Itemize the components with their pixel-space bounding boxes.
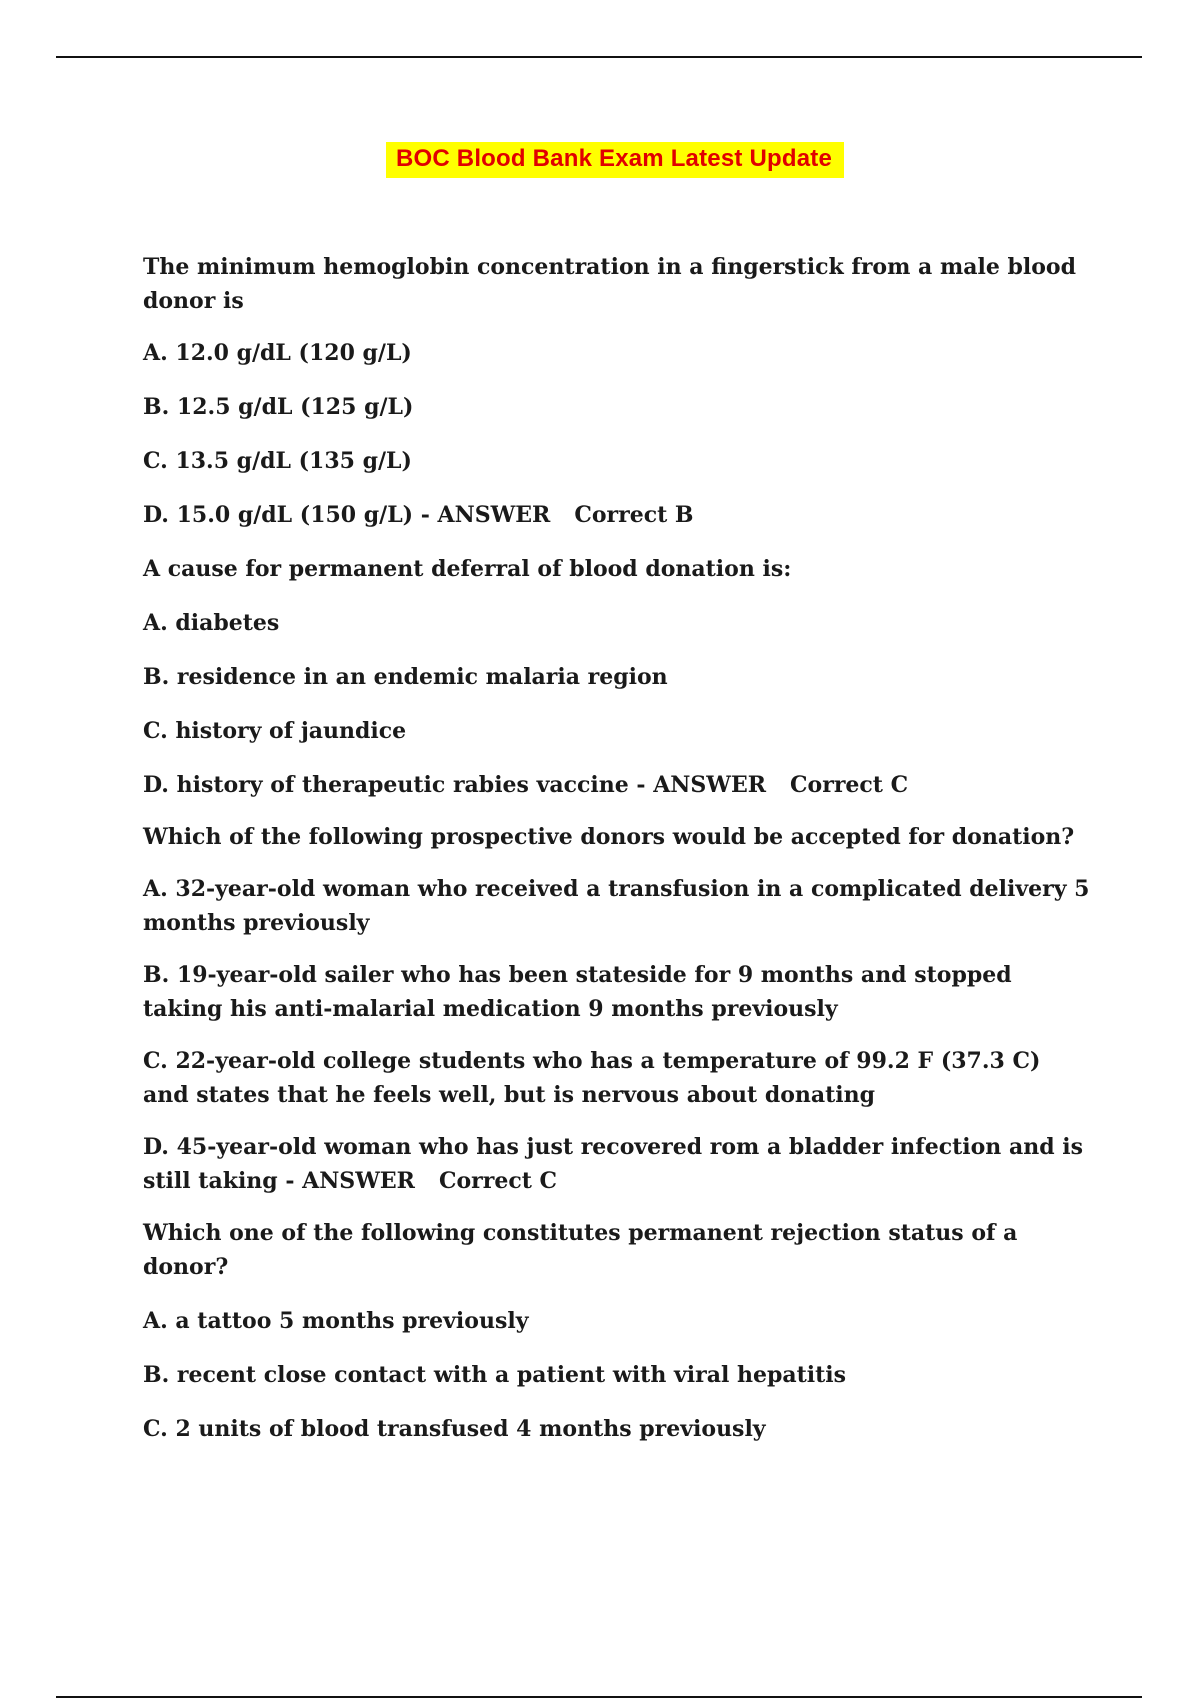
answer-option: B. recent close contact with a patient with viral hepatitis <box>143 1362 847 1388</box>
question-block <box>143 250 1093 532</box>
answer-option: B. 19-year-old sailer who has been stateside for 9 months and stopped taking his anti-malarial medication 9 months previously <box>143 962 1012 1022</box>
question-prompt: The minimum hemoglobin concentration in a fingerstick from a male blood donor is <box>143 254 1076 314</box>
correct-answer: Correct C <box>438 1168 558 1194</box>
question-list <box>143 250 1093 1446</box>
answer-option: A. diabetes <box>143 610 280 636</box>
answer-option: C. 22-year-old college students who has a temperature of 99.2 F (37.3 C) and states that he feels well, but is nervous about donating <box>143 1048 1041 1108</box>
answer-option-with-key <box>143 1130 1093 1198</box>
answer-option: C. 13.5 g/dL (135 g/L) <box>143 448 412 474</box>
answer-option: D. history of therapeutic rabies vaccine - ANSWER <box>143 772 767 798</box>
question-prompt: A cause for permanent deferral of blood donation is: <box>143 556 792 582</box>
correct-answer: Correct B <box>574 502 694 528</box>
question-block <box>143 552 1093 802</box>
top-rule <box>56 56 1142 58</box>
title-block <box>0 142 1200 178</box>
answer-option: B. residence in an endemic malaria region <box>143 664 668 690</box>
answer-option: A. 12.0 g/dL (120 g/L) <box>143 340 412 366</box>
question-prompt: Which one of the following constitutes permanent rejection status of a donor? <box>143 1220 1018 1280</box>
question-block <box>143 820 1093 1198</box>
question-prompt: Which of the following prospective donors would be accepted for donation? <box>143 824 1075 850</box>
answer-option: C. 2 units of blood transfused 4 months previously <box>143 1416 766 1442</box>
bottom-rule <box>56 1696 1142 1698</box>
answer-option: B. 12.5 g/dL (125 g/L) <box>143 394 414 420</box>
answer-option: C. history of jaundice <box>143 718 407 744</box>
answer-option-with-key <box>143 498 1093 532</box>
document-title: BOC Blood Bank Exam Latest Update <box>386 142 844 178</box>
answer-option: D. 45-year-old woman who has just recovered rom a bladder infection and is still taking - ANSWER <box>143 1134 1083 1194</box>
answer-option: D. 15.0 g/dL (150 g/L) - ANSWER <box>143 502 551 528</box>
question-block <box>143 1216 1093 1446</box>
correct-answer: Correct C <box>790 772 909 798</box>
answer-option: A. a tattoo 5 months previously <box>143 1308 529 1334</box>
answer-option-with-key <box>143 768 1093 802</box>
answer-option: A. 32-year-old woman who received a transfusion in a complicated delivery 5 months previously <box>143 876 1090 936</box>
